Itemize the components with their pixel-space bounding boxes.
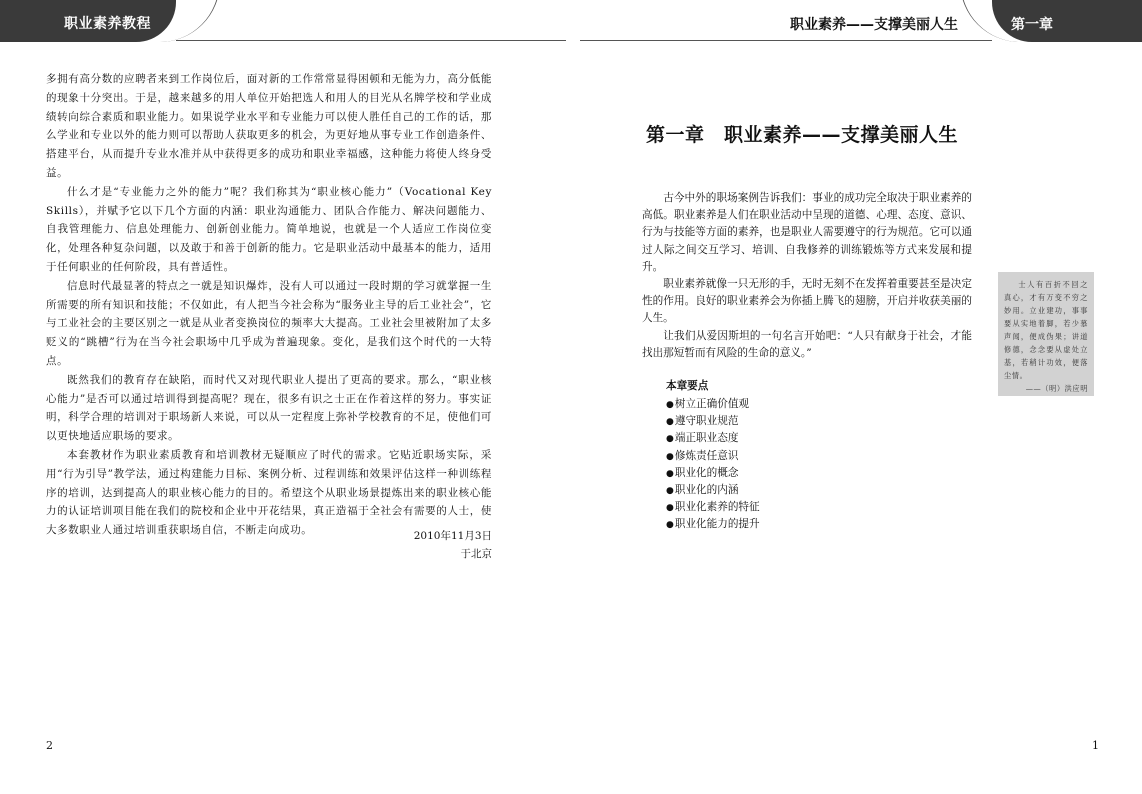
preface-paragraph: 既然我们的教育存在缺陷，而时代又对现代职业人提出了更高的要求。那么，“职业核心能力”是否可以通过培训得到提高呢？现在，很多有识之士正在作着这样的努力。事实证明，科学合理的培训对于职场新人来说，可以从一定程度上弥补学校教育的不足，使他们可以更快地适应职场的要求。 <box>46 373 492 443</box>
key-point-item <box>666 396 760 413</box>
page-number-right: 1 <box>1092 739 1099 752</box>
running-head-chapter-label: 第一章 <box>1011 17 1053 33</box>
bullet-icon: ● <box>666 503 674 514</box>
preface-paragraph: 多拥有高分数的应聘者来到工作岗位后，面对新的工作常常显得困顿和无能为力，高分低能的现象十分突出。于是，越来越多的用人单位开始把选人和用人的目光从名牌学校和学业成绩转向综合素质和职业能力。如果说学业水平和专业能力可以使人胜任自己的工作的话，那么学业和专业以外的能力则可以帮助人获取更多的机会，为更好地从事专业工作创造条件、搭建平台，从而提升专业水准并从中获得更多的成功和职业幸福感，这种能力将使人终身受益。 <box>46 73 492 179</box>
sidebar-quote-text: 士人有百折不回之真心，才有万变不穷之妙用。立业建功，事事要从实地着脚，若少慕声闻，便成伪果；讲道修德，念念要从虚处立基，若稍计功效，便落尘情。 <box>1004 280 1088 380</box>
key-point-item <box>666 482 760 499</box>
running-head-chapter-title: 职业素养——支撑美丽人生 <box>790 17 958 33</box>
bullet-icon: ● <box>666 468 674 479</box>
intro-paragraph: 职业素养就像一只无形的手，无时无刻不在发挥着重要甚至是决定性的作用。良好的职业素养会为你插上腾飞的翅膀，开启并收获美丽的人生。 <box>642 278 972 325</box>
preface-paragraph: 什么才是“专业能力之外的能力”呢？我们称其为“职业核心能力”（Vocational Key Skills），并赋予它以下几个方面的内涵：职业沟通能力、团队合作能力、解决问题能力、自我管理能力、信息处理能力、创新创业能力。简单地说，也就是一个人适应工作岗位变化，处理各种复杂问题，以及敢于和善于创新的能力。它是职业活动中最基本的能力，适用于任何职业的任何阶段，具有普适性。 <box>46 185 492 273</box>
key-point-text: 修炼责任意识 <box>674 449 739 462</box>
key-point-text: 树立正确价值观 <box>674 398 750 410</box>
key-point-item <box>666 499 760 516</box>
key-point-text: 职业化的内涵 <box>674 483 739 496</box>
intro-paragraph: 古今中外的职场案例告诉我们：事业的成功完全取决于职业素养的高低。职业素养是人们在职业活动中呈现的道德、心理、态度、意识、行为与技能等方面的素养，也是职业人需要遵守的行为规范。它可以通过人际之间交互学习、培训、自我修养的训练锻炼等方式来发展和提升。 <box>642 192 972 273</box>
key-points-list <box>666 396 760 534</box>
header-rule-left <box>176 40 566 41</box>
header-curve-left <box>150 0 220 42</box>
sidebar-quote <box>998 272 1094 396</box>
bullet-icon: ● <box>666 451 674 462</box>
preface-paragraph: 信息时代最显著的特点之一就是知识爆炸，没有人可以通过一段时期的学习就掌握一生所需要的所有知识和技能；不仅如此，有人把当今社会称为“服务业主导的后工业社会”，它与工业社会的主要区别之一就是从业者变换岗位的频率大大提高。工业社会里被附加了太多贬义的“跳槽”行为在当今社会职场中几乎成为普遍现象。变化，是我们这个时代的一大特点。 <box>46 279 492 367</box>
chapter-title: 第一章 职业素养——支撑美丽人生 <box>646 124 959 146</box>
key-point-text: 端正职业态度 <box>674 432 739 445</box>
key-points-heading: 本章要点 <box>666 380 709 392</box>
key-point-text: 职业化能力的提升 <box>674 518 760 531</box>
key-point-item <box>666 413 760 430</box>
bullet-icon: ● <box>666 434 674 445</box>
preface-date: 2010年11月3日 <box>413 530 492 542</box>
key-point-text: 职业化的概念 <box>674 466 739 479</box>
key-point-item <box>666 430 760 447</box>
key-point-item <box>666 465 760 482</box>
page-number-left: 2 <box>46 739 53 752</box>
sidebar-quote-source: ——（明）洪应明 <box>1025 384 1088 393</box>
header-rule-right <box>580 40 992 41</box>
preface-place: 于北京 <box>460 548 492 560</box>
bullet-icon: ● <box>666 417 674 428</box>
key-point-text: 遵守职业规范 <box>674 415 739 428</box>
running-head-book-title: 职业素养教程 <box>64 16 151 32</box>
preface-body <box>46 70 492 540</box>
preface-paragraph: 本套教材作为职业素质教育和培训教材无疑顺应了时代的需求。它贴近职场实际，采用“行为引导”教学法，通过构建能力目标、案例分析、过程训练和效果评估这样一种训练程序的培训，达到提高人的职业核心能力的目的。希望这个从职业场景提炼出来的职业核心能力的认证培训项目能在我们的院校和企业中开花结果，真正造福于全社会有需要的人士，使大多数职业人通过培训重获职场自信，不断走向成功。 <box>46 448 492 537</box>
bullet-icon: ● <box>666 400 674 410</box>
key-point-text: 职业化素养的特征 <box>674 501 760 514</box>
bullet-icon: ● <box>666 485 674 496</box>
key-point-item <box>666 516 760 533</box>
key-point-item <box>666 448 760 465</box>
chapter-intro <box>642 190 972 362</box>
bullet-icon: ● <box>666 520 674 531</box>
intro-paragraph: 让我们从爱因斯坦的一句名言开始吧：“人只有献身于社会，才能找出那短暂而有风险的生命的意义。” <box>642 329 972 359</box>
